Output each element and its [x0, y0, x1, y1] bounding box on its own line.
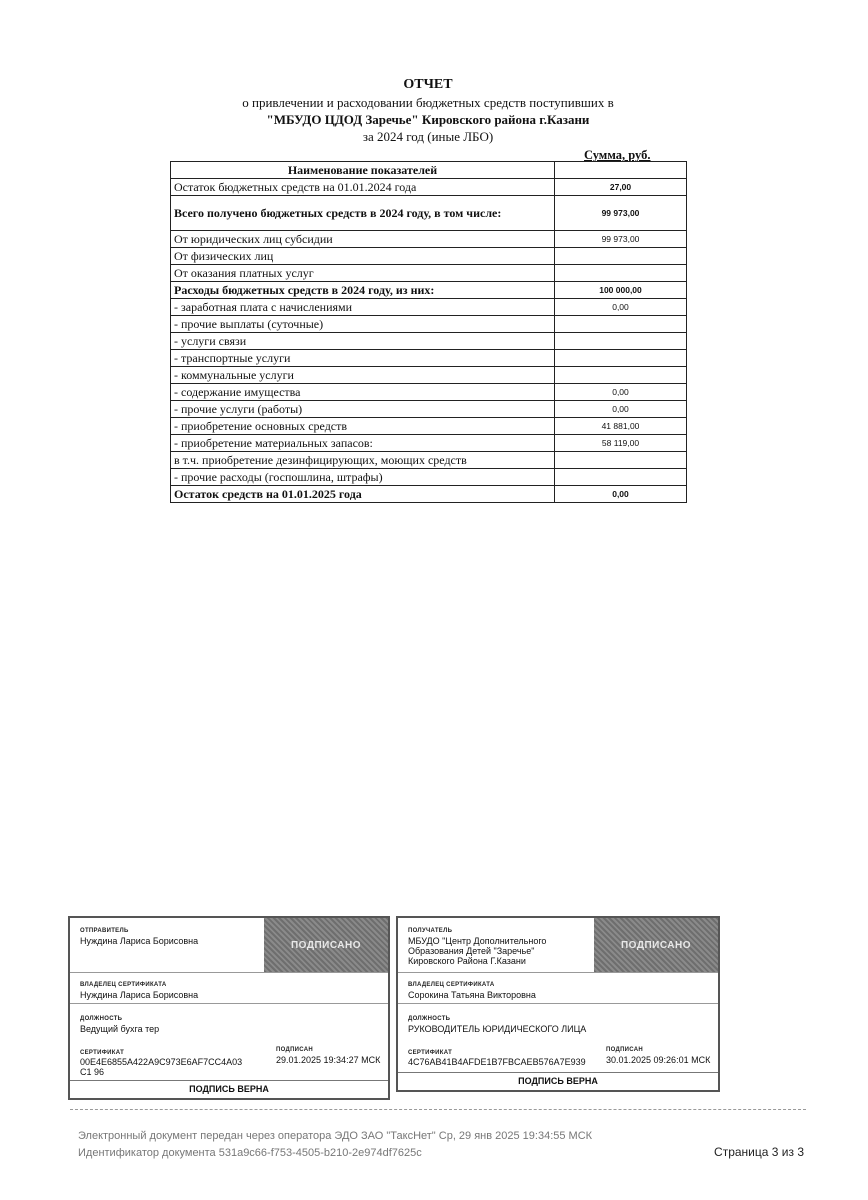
- row-name: - содержание имущества: [171, 384, 555, 401]
- footer-divider: [70, 1109, 806, 1110]
- receiver-signature-stamp: [396, 916, 720, 1092]
- row-name: - заработная плата с начислениями: [171, 299, 555, 316]
- signed-badge: ПОДПИСАНО: [594, 918, 718, 972]
- row-name: От оказания платных услуг: [171, 265, 555, 282]
- row-value: 99 973,00: [555, 196, 687, 231]
- table-row: [171, 486, 687, 503]
- stamp-receiver-section: [398, 918, 718, 973]
- table-row: [171, 418, 687, 435]
- table-row: [171, 196, 687, 231]
- report-title: ОТЧЕТ: [403, 77, 453, 92]
- row-value: [555, 452, 687, 469]
- table-row: [171, 231, 687, 248]
- row-value: 0,00: [555, 299, 687, 316]
- signature-valid-label: ПОДПИСЬ ВЕРНА: [398, 1072, 718, 1089]
- table-row: [171, 384, 687, 401]
- column-header: Наименование показателей: [171, 162, 555, 179]
- row-name: - прочие выплаты (суточные): [171, 316, 555, 333]
- report-header: [170, 76, 686, 145]
- table-row: [171, 316, 687, 333]
- page-number: Страница 3 из 3: [714, 1145, 804, 1159]
- certificate-value: 4C76AB41B4AFDE1B7FBCAEB576A7E939: [408, 1057, 586, 1067]
- row-value: [555, 248, 687, 265]
- row-name: - коммунальные услуги: [171, 367, 555, 384]
- column-header-value: [555, 162, 687, 179]
- owner-label: ВЛАДЕЛЕЦ СЕРТИФИКАТА: [408, 982, 495, 988]
- row-value: 0,00: [555, 486, 687, 503]
- owner-name: Сорокина Татьяна Викторовна: [408, 990, 536, 1000]
- row-name: - прочие услуги (работы): [171, 401, 555, 418]
- owner-name: Нуждина Лариса Борисовна: [80, 990, 199, 1000]
- row-name: Остаток средств на 01.01.2025 года: [171, 486, 555, 503]
- row-value: 27,00: [555, 179, 687, 196]
- report-subtitle: о привлечении и расходовании бюджетных средств поступивших в: [242, 95, 614, 110]
- row-value: 41 881,00: [555, 418, 687, 435]
- row-name: - транспортные услуги: [171, 350, 555, 367]
- table-row: [171, 435, 687, 452]
- certificate-value: 00E4E6855A422A9C973E6AF7CC4A03C1 96: [80, 1057, 243, 1077]
- report-period: за 2024 год (иные ЛБО): [362, 129, 494, 144]
- table-row: [171, 452, 687, 469]
- stamp-details-section: [70, 1004, 388, 1080]
- stamp-details-section: [398, 1004, 718, 1072]
- table-header-row: [171, 162, 687, 179]
- row-name: - прочие расходы (госпошлина, штрафы): [171, 469, 555, 486]
- row-name: Расходы бюджетных средств в 2024 году, из них:: [171, 282, 555, 299]
- row-value: [555, 469, 687, 486]
- signed-date-label: ПОДПИСАН: [606, 1047, 644, 1053]
- table-row: [171, 367, 687, 384]
- position-label: ДОЛЖНОСТЬ: [80, 1016, 123, 1022]
- signed-date-label: ПОДПИСАН: [276, 1047, 314, 1053]
- stamp-owner-section: [398, 973, 718, 1004]
- row-value: 0,00: [555, 401, 687, 418]
- signed-date-value: 29.01.2025 19:34:27 МСК: [276, 1055, 381, 1065]
- row-value: 0,00: [555, 384, 687, 401]
- stamp-sender-section: [70, 918, 388, 973]
- stamp-owner-section: [70, 973, 388, 1004]
- signature-valid-label: ПОДПИСЬ ВЕРНА: [70, 1080, 388, 1097]
- table-row: [171, 265, 687, 282]
- signed-date-value: 30.01.2025 09:26:01 МСК: [606, 1055, 711, 1065]
- row-name: От физических лиц: [171, 248, 555, 265]
- certificate-label: СЕРТИФИКАТ: [408, 1050, 453, 1056]
- report-table: [170, 161, 687, 503]
- row-name: Всего получено бюджетных средств в 2024 году, в том числе:: [171, 196, 555, 231]
- row-name: - приобретение основных средств: [171, 418, 555, 435]
- organization-name: "МБУДО ЦДОД Заречье" Кировского района г.Казани: [266, 112, 590, 127]
- signed-badge: ПОДПИСАНО: [264, 918, 388, 972]
- certificate-label: СЕРТИФИКАТ: [80, 1050, 125, 1056]
- table-row: [171, 469, 687, 486]
- sum-column-label: Сумма, руб.: [584, 148, 651, 162]
- row-value: 58 119,00: [555, 435, 687, 452]
- row-name: От юридических лиц субсидии: [171, 231, 555, 248]
- receiver-name: МБУДО "Центр Дополнительного Образования Детей "Заречье" Кировского Района Г.Казани: [408, 936, 547, 966]
- table-row: [171, 282, 687, 299]
- table-row: [171, 333, 687, 350]
- position-label: ДОЛЖНОСТЬ: [408, 1016, 451, 1022]
- sender-label: ОТПРАВИТЕЛЬ: [80, 928, 129, 934]
- row-value: [555, 367, 687, 384]
- table-row: [171, 401, 687, 418]
- table-row: [171, 248, 687, 265]
- row-name: - приобретение материальных запасов:: [171, 435, 555, 452]
- row-value: 99 973,00: [555, 231, 687, 248]
- row-value: [555, 316, 687, 333]
- position-value: РУКОВОДИТЕЛЬ ЮРИДИЧЕСКОГО ЛИЦА: [408, 1024, 587, 1034]
- row-name: Остаток бюджетных средств на 01.01.2024 года: [171, 179, 555, 196]
- receiver-label: ПОЛУЧАТЕЛЬ: [408, 928, 453, 934]
- table-row: [171, 179, 687, 196]
- table-row: [171, 299, 687, 316]
- row-value: [555, 350, 687, 367]
- table-row: [171, 350, 687, 367]
- owner-label: ВЛАДЕЛЕЦ СЕРТИФИКАТА: [80, 982, 167, 988]
- document-id-line: Идентификатор документа 531a9c66-f753-4505-b210-2e974df7625c: [78, 1147, 422, 1159]
- row-value: [555, 265, 687, 282]
- sender-signature-stamp: [68, 916, 390, 1100]
- sender-name: Нуждина Лариса Борисовна: [80, 936, 199, 946]
- operator-line: Электронный документ передан через оператора ЭДО ЗАО "ТаксНет" Ср, 29 янв 2025 19:34:55 МСК: [78, 1130, 593, 1142]
- row-name: в т.ч. приобретение дезинфицирующих, моющих средств: [171, 452, 555, 469]
- row-value: [555, 333, 687, 350]
- position-value: Ведущий бухга тер: [80, 1024, 160, 1034]
- row-name: - услуги связи: [171, 333, 555, 350]
- row-value: 100 000,00: [555, 282, 687, 299]
